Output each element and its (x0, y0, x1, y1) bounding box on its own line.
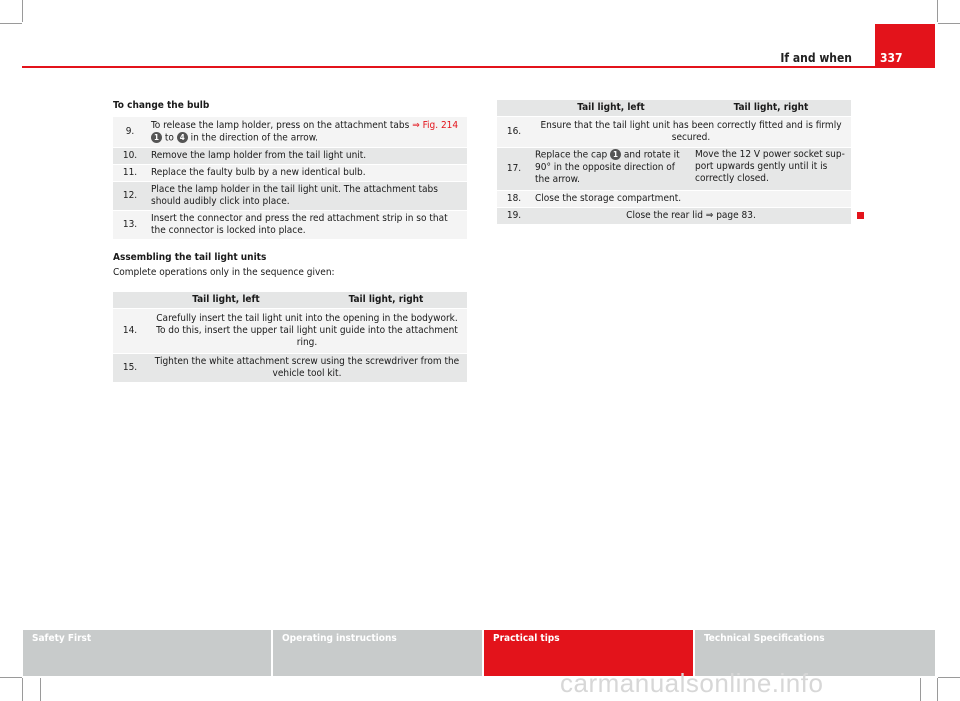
header-rule (22, 66, 875, 68)
footer-tab-label: Technical Specifications (704, 633, 825, 644)
step-text: Insert the connector and press the red attachment strip in so that the connector is locked into place. (147, 210, 467, 239)
footer-tab-safety-first[interactable] (23, 630, 271, 676)
column-header (113, 292, 147, 308)
step-text: Carefully insert the tail light unit into the opening in the bodywork. To do this, insert the upper tail light unit guide into the attachment ring. (147, 308, 467, 353)
table-row (113, 210, 467, 239)
step-text: Ensure that the tail light unit has been correctly fitted and is firmly secured. (531, 116, 851, 147)
step-text-part: Replace the cap (535, 149, 611, 161)
crop-mark (0, 23, 22, 24)
section-title: To change the bulb (113, 100, 210, 111)
step-number: 11. (113, 164, 147, 181)
column-header: Tail light, right (691, 100, 851, 116)
table-row (113, 147, 467, 164)
page-number: 337 (880, 51, 903, 65)
bulb-steps-table (113, 117, 467, 239)
crop-mark (40, 678, 41, 701)
step-text-part: to (162, 132, 177, 144)
table-row (113, 353, 467, 382)
table-row (113, 164, 467, 181)
watermark: carmanualsonline.info (560, 668, 824, 698)
step-number: 9. (113, 117, 147, 147)
figure-link[interactable]: ⇒ Fig. 214 (412, 119, 459, 131)
crop-mark (22, 0, 23, 22)
step-text (147, 117, 467, 147)
crop-mark (22, 678, 23, 701)
step-number: 19. (497, 207, 531, 224)
callout-marker: 1 (610, 149, 621, 160)
footer-tab-label: Operating instructions (282, 633, 397, 644)
step-number: 15. (113, 353, 147, 382)
step-text: Place the lamp holder in the tail light unit. The attachment tabs should audibly click into place. (147, 181, 467, 210)
assembling-title: Assembling the tail light units (113, 252, 267, 263)
callout-marker: 1 (151, 132, 162, 143)
footer-tab-label: Safety First (32, 633, 92, 644)
assembling-intro: Complete operations only in the sequence given: (113, 267, 335, 278)
crop-mark (938, 677, 960, 678)
column-header: Tail light, left (531, 100, 691, 116)
right-assembly-table (497, 100, 851, 224)
footer-tab-label: Practical tips (493, 633, 560, 644)
table-row (497, 116, 851, 147)
step-text: Remove the lamp holder from the tail light unit. (147, 147, 467, 164)
section-end-marker (857, 212, 864, 219)
column-header: Tail light, right (305, 292, 467, 308)
step-number: 16. (497, 116, 531, 147)
table-row (497, 207, 851, 224)
step-text-part: and rotate it 90° in the opposite direction of the arrow. (535, 149, 680, 185)
step-number: 18. (497, 190, 531, 207)
step-text-part: To release the lamp holder, press on the attachment tabs (151, 119, 413, 131)
step-text-part: in the direction of the arrow. (187, 132, 319, 144)
assembly-table (113, 292, 467, 382)
table-row (113, 117, 467, 147)
table-row (113, 181, 467, 210)
step-number: 13. (113, 210, 147, 239)
callout-marker: 4 (177, 132, 188, 143)
crop-mark (938, 23, 960, 24)
step-text: Close the storage compartment. (531, 190, 851, 207)
crop-mark (937, 0, 938, 22)
step-text: Replace the faulty bulb by a new identical bulb. (147, 164, 467, 181)
crop-mark (920, 678, 921, 701)
step-text: Tighten the white attachment screw using the screwdriver from the vehicle tool kit. (147, 353, 467, 382)
step-text-right: Move the 12 V power socket sup-port upwards gently until it is correctly closed. (691, 147, 851, 190)
table-row (497, 190, 851, 207)
column-header: Tail light, left (147, 292, 305, 308)
table-row (113, 308, 467, 353)
footer-tab-operating-instructions[interactable] (273, 630, 482, 676)
step-number: 12. (113, 181, 147, 210)
column-header (497, 100, 531, 116)
step-text-left (531, 147, 691, 190)
step-number: 17. (497, 147, 531, 190)
step-number: 14. (113, 308, 147, 353)
step-text: Close the rear lid ⇒ page 83. (531, 207, 851, 224)
table-row (497, 147, 851, 190)
step-number: 10. (113, 147, 147, 164)
chapter-title: If and when (780, 51, 852, 65)
crop-mark (0, 677, 22, 678)
crop-mark (937, 678, 938, 701)
